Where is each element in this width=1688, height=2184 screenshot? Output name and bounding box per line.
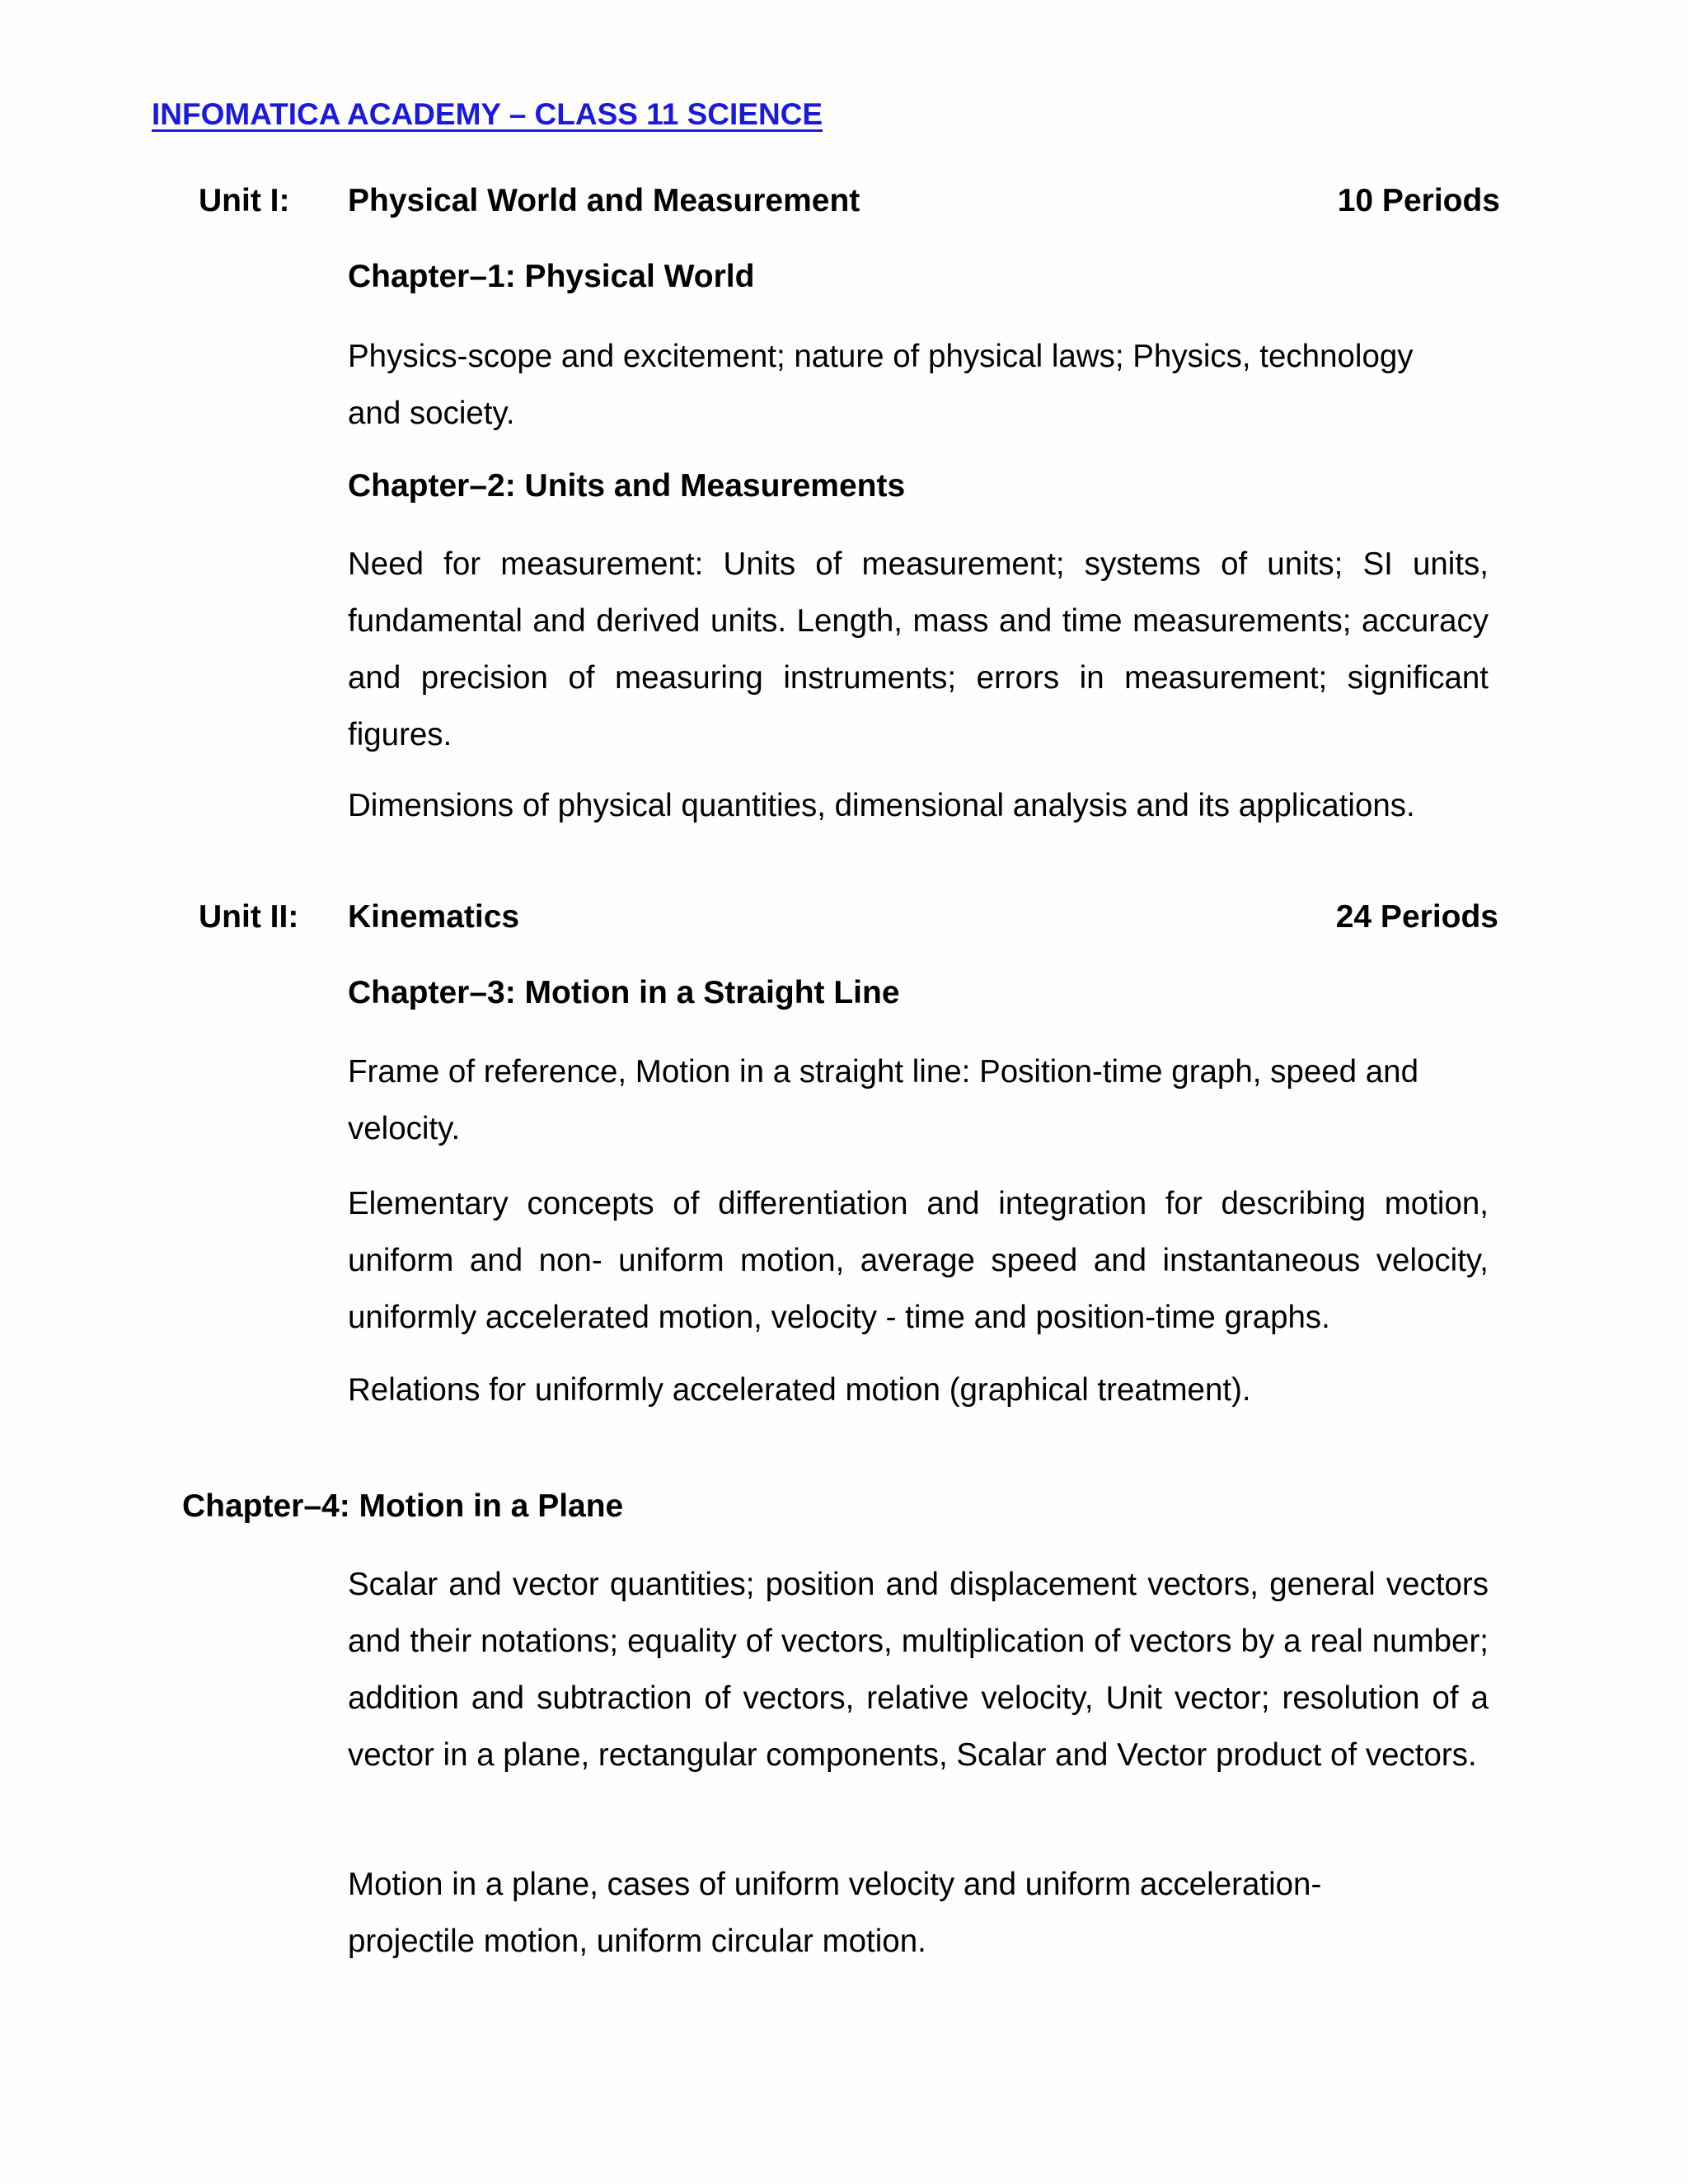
chapter-2-paragraph-2: Dimensions of physical quantities, dimensional analysis and its applications. bbox=[348, 788, 1415, 823]
chapter-3-paragraph-1: Frame of reference, Motion in a straight line: Position-time graph, speed and velocity. bbox=[348, 1054, 1418, 1146]
chapter-3-paragraph-3: Relations for uniformly accelerated motion (graphical treatment). bbox=[348, 1372, 1251, 1408]
chapter-4-paragraph-1: Scalar and vector quantities; position and displacement vectors, general vectors and their notations; equality of vectors, multiplication of vectors by a real number; addition and subtraction of vectors, relative velocity, Unit vector; resolution of a vector in a plane, rectangular components, Scalar and Vector product of vectors. bbox=[348, 1567, 1489, 1773]
chapter-1-paragraph-1: Physics-scope and excitement; nature of physical laws; Physics, technology and society. bbox=[348, 339, 1414, 431]
unit-1-title: Physical World and Measurement bbox=[348, 183, 860, 218]
unit-1-periods: 10 Periods bbox=[1337, 183, 1500, 218]
unit-2-label: Unit II: bbox=[199, 899, 299, 935]
chapter-2-paragraph-1: Need for measurement: Units of measurement; systems of units; SI units, fundamental and derived units. Length, mass and time measurements; accuracy and precision of measuring instruments; errors in measurement; significant figures. bbox=[348, 546, 1489, 752]
unit-1-label: Unit I: bbox=[199, 183, 290, 218]
chapter-3-title: Chapter–3: Motion in a Straight Line bbox=[348, 975, 900, 1010]
chapter-3-paragraph-2: Elementary concepts of differentiation and integration for describing motion, uniform and non- uniform motion, average speed and instantaneous velocity, uniformly accelerated motion, velocity - time and position-time graphs. bbox=[348, 1186, 1489, 1335]
chapter-2-title: Chapter–2: Units and Measurements bbox=[348, 468, 906, 504]
chapter-4-paragraph-2: Motion in a plane, cases of uniform velocity and uniform acceleration- projectile motion, uniform circular motion. bbox=[348, 1867, 1322, 1959]
unit-2-title: Kinematics bbox=[348, 899, 520, 935]
chapter-1-title: Chapter–1: Physical World bbox=[348, 259, 755, 294]
unit-2-periods: 24 Periods bbox=[1335, 899, 1498, 935]
chapter-4-title: Chapter–4: Motion in a Plane bbox=[182, 1488, 624, 1524]
page-header-link[interactable]: INFOMATICA ACADEMY – CLASS 11 SCIENCE bbox=[152, 97, 823, 131]
